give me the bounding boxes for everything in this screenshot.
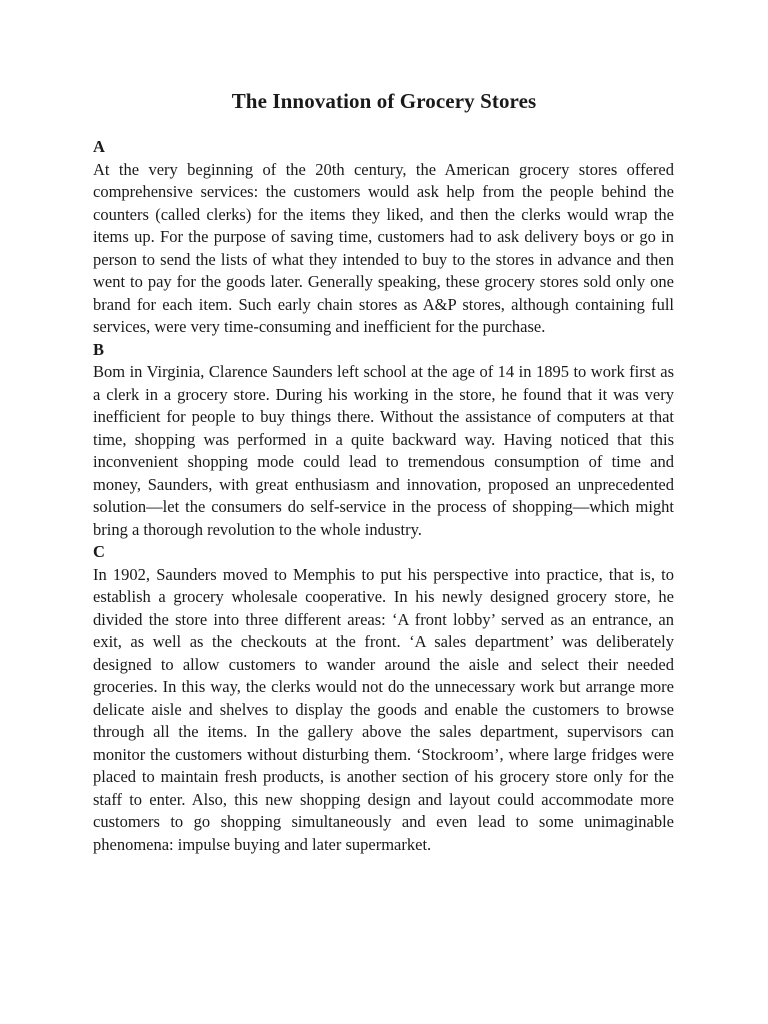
article-body [93, 136, 674, 856]
section-c [93, 541, 674, 856]
section-a [93, 136, 674, 339]
section-b [93, 339, 674, 542]
section-letter: B [93, 339, 105, 359]
section-letter: C [93, 542, 105, 561]
section-paragraph: In 1902, Saunders moved to Memphis to put his perspective into practice, that is, to establish a grocery wholesale cooperative. In his newly designed grocery store, he divided the store into three different areas: ‘A front lobby’ served as an entrance, an exit, as well as the checkouts at the front. ‘A sales department’ was deliberately designed to allow customers to wander around the aisle and select their needed groceries. In this way, the clerks would not do the unnecessary work but arrange more delicate aisle and shelves to display the goods and enable the customers to browse through all the items. In the gallery above the sales department, supervisors can monitor the customers without disturbing them. ‘Stockroom’, where large fridges were placed to maintain fresh products, is another section of his grocery store only for the staff to enter. Also, this new shopping design and layout could accommodate more customers to go shopping simultaneously and even lead to some unimaginable phenomena: impulse buying and later supermarket. [93, 564, 674, 854]
page-title: The Innovation of Grocery Stores [231, 89, 537, 113]
section-paragraph: At the very beginning of the 20th century, the American grocery stores offered comprehensive services: the customers would ask help from the people behind the counters (called clerks) for the items they liked, and then the clerks would wrap the items up. For the purpose of saving time, customers had to ask delivery boys or go in person to send the lists of what they intended to buy to the stores in advance and then went to pay for the goods later. Generally speaking, these grocery stores sold only one brand for each item. Such early chain stores as A&P stores, although containing full services, were very time-consuming and inefficient for the purchase. [93, 159, 674, 336]
section-letter: A [93, 137, 105, 156]
section-paragraph: Bom in Virginia, Clarence Saunders left school at the age of 14 in 1895 to work first as a clerk in a grocery store. During his working in the store, he found that it was very inefficient for people to buy things there. Without the assistance of computers at that time, shopping was performed in a quite backward way. Having noticed that this inconvenient shopping mode could lead to tremendous consumption of time and money, Saunders, with great enthusiasm and innovation, proposed an unprecedented solution—let the consumers do self-service in the process of shopping—which might bring a thorough revolution to the whole industry. [93, 362, 674, 539]
